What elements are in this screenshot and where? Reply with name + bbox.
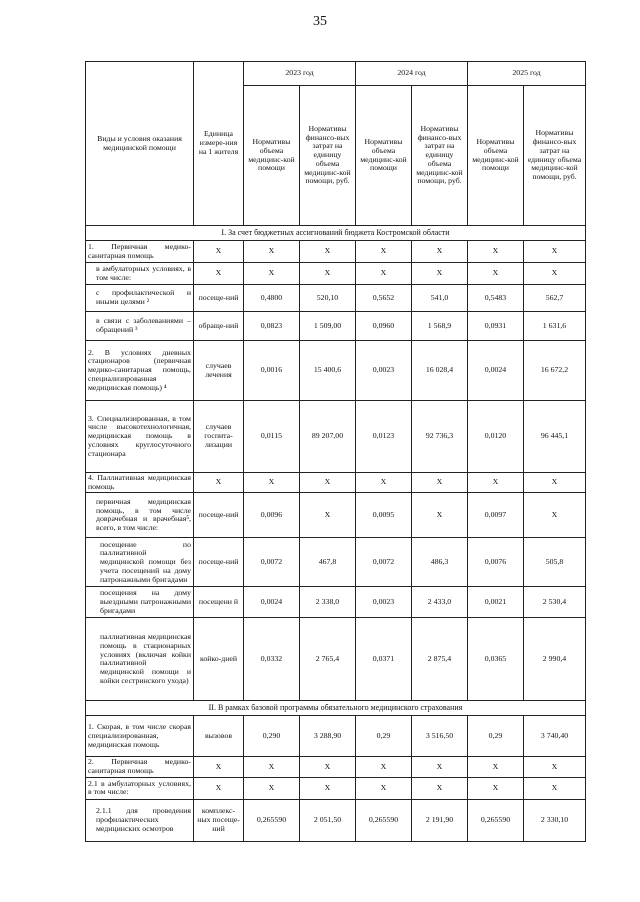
row-unit: посеще-ний: [194, 538, 244, 587]
row-label: 3. Специализированная, в том числе высокотехнологичная, медицинская помощь в условиях круглосуточного стационара: [86, 401, 194, 473]
cell-cost-2025: Х: [524, 473, 586, 493]
cell-cost-2023: 15 400,6: [300, 341, 356, 401]
cell-volume-2024: 0,29: [356, 716, 412, 757]
cell-volume-2024: 0,0960: [356, 312, 412, 341]
table-row: [86, 493, 586, 538]
cell-cost-2025: Х: [524, 263, 586, 285]
cell-cost-2023: Х: [300, 777, 356, 799]
row-unit: посеще-ний: [194, 285, 244, 312]
row-label: 2. В условиях дневных стационаров (первичная медико-санитарная помощь, специализированная медицинская помощь) ⁴: [86, 341, 194, 401]
cell-cost-2025: Х: [524, 777, 586, 799]
cell-cost-2025: 3 740,40: [524, 716, 586, 757]
row-label: в связи с заболеваниями – обращений ³: [86, 312, 194, 341]
cell-cost-2023: 2 051,50: [300, 799, 356, 841]
row-label: паллиативная медицинская помощь в стационарных условиях (включая койки паллиативной медицинской помощи и койки сестринского ухода): [86, 618, 194, 701]
cell-cost-2024: 2 875,4: [412, 618, 468, 701]
cell-cost-2024: 92 736,3: [412, 401, 468, 473]
cell-cost-2024: 1 568,9: [412, 312, 468, 341]
cell-volume-2024: Х: [356, 263, 412, 285]
cell-cost-2025: Х: [524, 241, 586, 263]
table-row: [86, 341, 586, 401]
cell-volume-2024: 0,0123: [356, 401, 412, 473]
row-unit: Х: [194, 777, 244, 799]
cell-cost-2023: 89 207,00: [300, 401, 356, 473]
cell-cost-2025: 1 631,6: [524, 312, 586, 341]
cell-volume-2025: 0,0021: [468, 587, 524, 618]
table-row: [86, 799, 586, 841]
section-row-oms: [86, 701, 586, 716]
cell-volume-2025: Х: [468, 757, 524, 777]
row-unit: комплекс-ных посеще-ний: [194, 799, 244, 841]
table-row: [86, 401, 586, 473]
header-volume-norm: Нормативы объема медицинс-кой помощи: [244, 86, 300, 226]
header-cost-norm: Нормативы финансо-вых затрат на единицу объема медицинс-кой помощи, руб.: [412, 86, 468, 226]
cell-volume-2023: 0,0096: [244, 493, 300, 538]
section-row-budget: [86, 226, 586, 241]
cell-cost-2024: Х: [412, 757, 468, 777]
cell-cost-2023: Х: [300, 757, 356, 777]
cell-cost-2023: Х: [300, 263, 356, 285]
cell-volume-2024: Х: [356, 777, 412, 799]
section-title: II. В рамках базовой программы обязательного медицинского страхования: [86, 701, 586, 716]
cell-volume-2023: Х: [244, 777, 300, 799]
table-row: [86, 285, 586, 312]
row-label: посещения на дому выездными патронажными бригадами: [86, 587, 194, 618]
cell-cost-2023: 3 288,90: [300, 716, 356, 757]
cell-volume-2024: 0,265590: [356, 799, 412, 841]
table-row: [86, 538, 586, 587]
header-year-2023: 2023 год: [244, 62, 356, 86]
cell-cost-2025: 16 672,2: [524, 341, 586, 401]
header-volume-norm: Нормативы объема медицинс-кой помощи: [468, 86, 524, 226]
cell-volume-2025: 0,265590: [468, 799, 524, 841]
cell-cost-2024: Х: [412, 263, 468, 285]
table-row: [86, 587, 586, 618]
cell-volume-2025: Х: [468, 241, 524, 263]
row-unit: койко-дней: [194, 618, 244, 701]
header-year-2024: 2024 год: [356, 62, 468, 86]
table-row: [86, 777, 586, 799]
row-label: первичная медицинская помощь, в том числе доврачебная и врачебная⁵, всего, в том числе:: [86, 493, 194, 538]
cell-volume-2024: 0,0095: [356, 493, 412, 538]
cell-cost-2023: 467,8: [300, 538, 356, 587]
table-row: [86, 263, 586, 285]
table-row: [86, 241, 586, 263]
cell-cost-2023: 520,10: [300, 285, 356, 312]
cell-volume-2025: 0,0076: [468, 538, 524, 587]
cell-volume-2025: Х: [468, 473, 524, 493]
cell-volume-2024: 0,0023: [356, 341, 412, 401]
row-label: 2.1.1 для проведения профилактических медицинских осмотров: [86, 799, 194, 841]
row-label: 2.1 в амбулаторных условиях, в том числе:: [86, 777, 194, 799]
cell-cost-2024: Х: [412, 777, 468, 799]
row-label: посещение по паллиативной медицинской помощи без учета посещений на дому патронажными бригадами: [86, 538, 194, 587]
cell-cost-2023: Х: [300, 473, 356, 493]
cell-volume-2025: 0,5483: [468, 285, 524, 312]
cell-volume-2023: 0,265590: [244, 799, 300, 841]
cell-volume-2023: Х: [244, 263, 300, 285]
row-unit: посеще-ний: [194, 493, 244, 538]
cell-volume-2025: 0,0365: [468, 618, 524, 701]
cell-volume-2023: 0,290: [244, 716, 300, 757]
row-label: 1. Первичная медико-санитарная помощь: [86, 241, 194, 263]
cell-volume-2023: 0,0024: [244, 587, 300, 618]
cell-cost-2024: 541,0: [412, 285, 468, 312]
table-row: [86, 312, 586, 341]
cell-cost-2024: Х: [412, 473, 468, 493]
norms-table: [85, 61, 586, 842]
cell-cost-2025: 2 530,4: [524, 587, 586, 618]
row-label: 2. Первичная медико-санитарная помощь: [86, 757, 194, 777]
cell-cost-2023: 2 765,4: [300, 618, 356, 701]
cell-volume-2023: 0,0016: [244, 341, 300, 401]
cell-cost-2024: 3 516,50: [412, 716, 468, 757]
cell-volume-2023: 0,0115: [244, 401, 300, 473]
cell-volume-2025: 0,0024: [468, 341, 524, 401]
cell-cost-2023: Х: [300, 493, 356, 538]
header-unit: Единица измере-ния на 1 жителя: [194, 62, 244, 226]
cell-volume-2024: 0,0023: [356, 587, 412, 618]
header-year-2025: 2025 год: [468, 62, 586, 86]
row-unit: Х: [194, 241, 244, 263]
header-kind: Виды и условия оказания медицинской помощи: [86, 62, 194, 226]
row-label: 4. Паллиативная медицинская помощь: [86, 473, 194, 493]
cell-cost-2024: 2 191,90: [412, 799, 468, 841]
header-row-years: [86, 62, 586, 86]
cell-cost-2025: 2 990,4: [524, 618, 586, 701]
cell-cost-2023: 1 509,00: [300, 312, 356, 341]
row-unit: посещени й: [194, 587, 244, 618]
table-row: [86, 618, 586, 701]
row-unit: случаев лечения: [194, 341, 244, 401]
table-row: [86, 757, 586, 777]
cell-cost-2023: 2 338,0: [300, 587, 356, 618]
cell-volume-2024: Х: [356, 241, 412, 263]
cell-volume-2025: 0,0931: [468, 312, 524, 341]
cell-cost-2024: 486,3: [412, 538, 468, 587]
cell-volume-2023: 0,0072: [244, 538, 300, 587]
cell-volume-2023: Х: [244, 473, 300, 493]
cell-cost-2025: 96 445,1: [524, 401, 586, 473]
cell-volume-2023: 0,0823: [244, 312, 300, 341]
cell-volume-2023: Х: [244, 241, 300, 263]
cell-cost-2025: Х: [524, 757, 586, 777]
cell-cost-2024: Х: [412, 493, 468, 538]
row-unit: обраще-ний: [194, 312, 244, 341]
cell-cost-2025: Х: [524, 493, 586, 538]
section-title: I. За счет бюджетных ассигнований бюджета Костромской области: [86, 226, 586, 241]
cell-cost-2025: 2 330,10: [524, 799, 586, 841]
cell-volume-2024: 0,5652: [356, 285, 412, 312]
header-volume-norm: Нормативы объема медицинс-кой помощи: [356, 86, 412, 226]
row-label: 1. Скорая, в том числе скорая специализированная, медицинская помощь: [86, 716, 194, 757]
cell-cost-2024: Х: [412, 241, 468, 263]
cell-volume-2024: 0,0072: [356, 538, 412, 587]
cell-volume-2025: 0,0120: [468, 401, 524, 473]
cell-volume-2023: 0,4800: [244, 285, 300, 312]
cell-cost-2025: 505,8: [524, 538, 586, 587]
cell-volume-2024: Х: [356, 757, 412, 777]
cell-volume-2025: Х: [468, 263, 524, 285]
cell-volume-2025: 0,29: [468, 716, 524, 757]
cell-cost-2024: 2 433,0: [412, 587, 468, 618]
cell-volume-2024: 0,0371: [356, 618, 412, 701]
cell-cost-2023: Х: [300, 241, 356, 263]
table-row: [86, 473, 586, 493]
header-cost-norm: Нормативы финансо-вых затрат на единицу объема медицинс-кой помощи, руб.: [300, 86, 356, 226]
row-unit: Х: [194, 757, 244, 777]
row-unit: Х: [194, 263, 244, 285]
table-row: [86, 716, 586, 757]
cell-volume-2024: Х: [356, 473, 412, 493]
row-label: в амбулаторных условиях, в том числе:: [86, 263, 194, 285]
cell-volume-2025: 0,0097: [468, 493, 524, 538]
row-unit: Х: [194, 473, 244, 493]
page-number: 35: [313, 14, 327, 29]
cell-cost-2024: 16 028,4: [412, 341, 468, 401]
header-cost-norm: Нормативы финансо-вых затрат на единицу объема медицинс-кой помощи, руб.: [524, 86, 586, 226]
row-unit: случаев госпита-лизации: [194, 401, 244, 473]
cell-volume-2023: Х: [244, 757, 300, 777]
cell-volume-2023: 0,0332: [244, 618, 300, 701]
cell-volume-2025: Х: [468, 777, 524, 799]
row-unit: вызовов: [194, 716, 244, 757]
row-label: с профилактической и иными целями ²: [86, 285, 194, 312]
cell-cost-2025: 562,7: [524, 285, 586, 312]
